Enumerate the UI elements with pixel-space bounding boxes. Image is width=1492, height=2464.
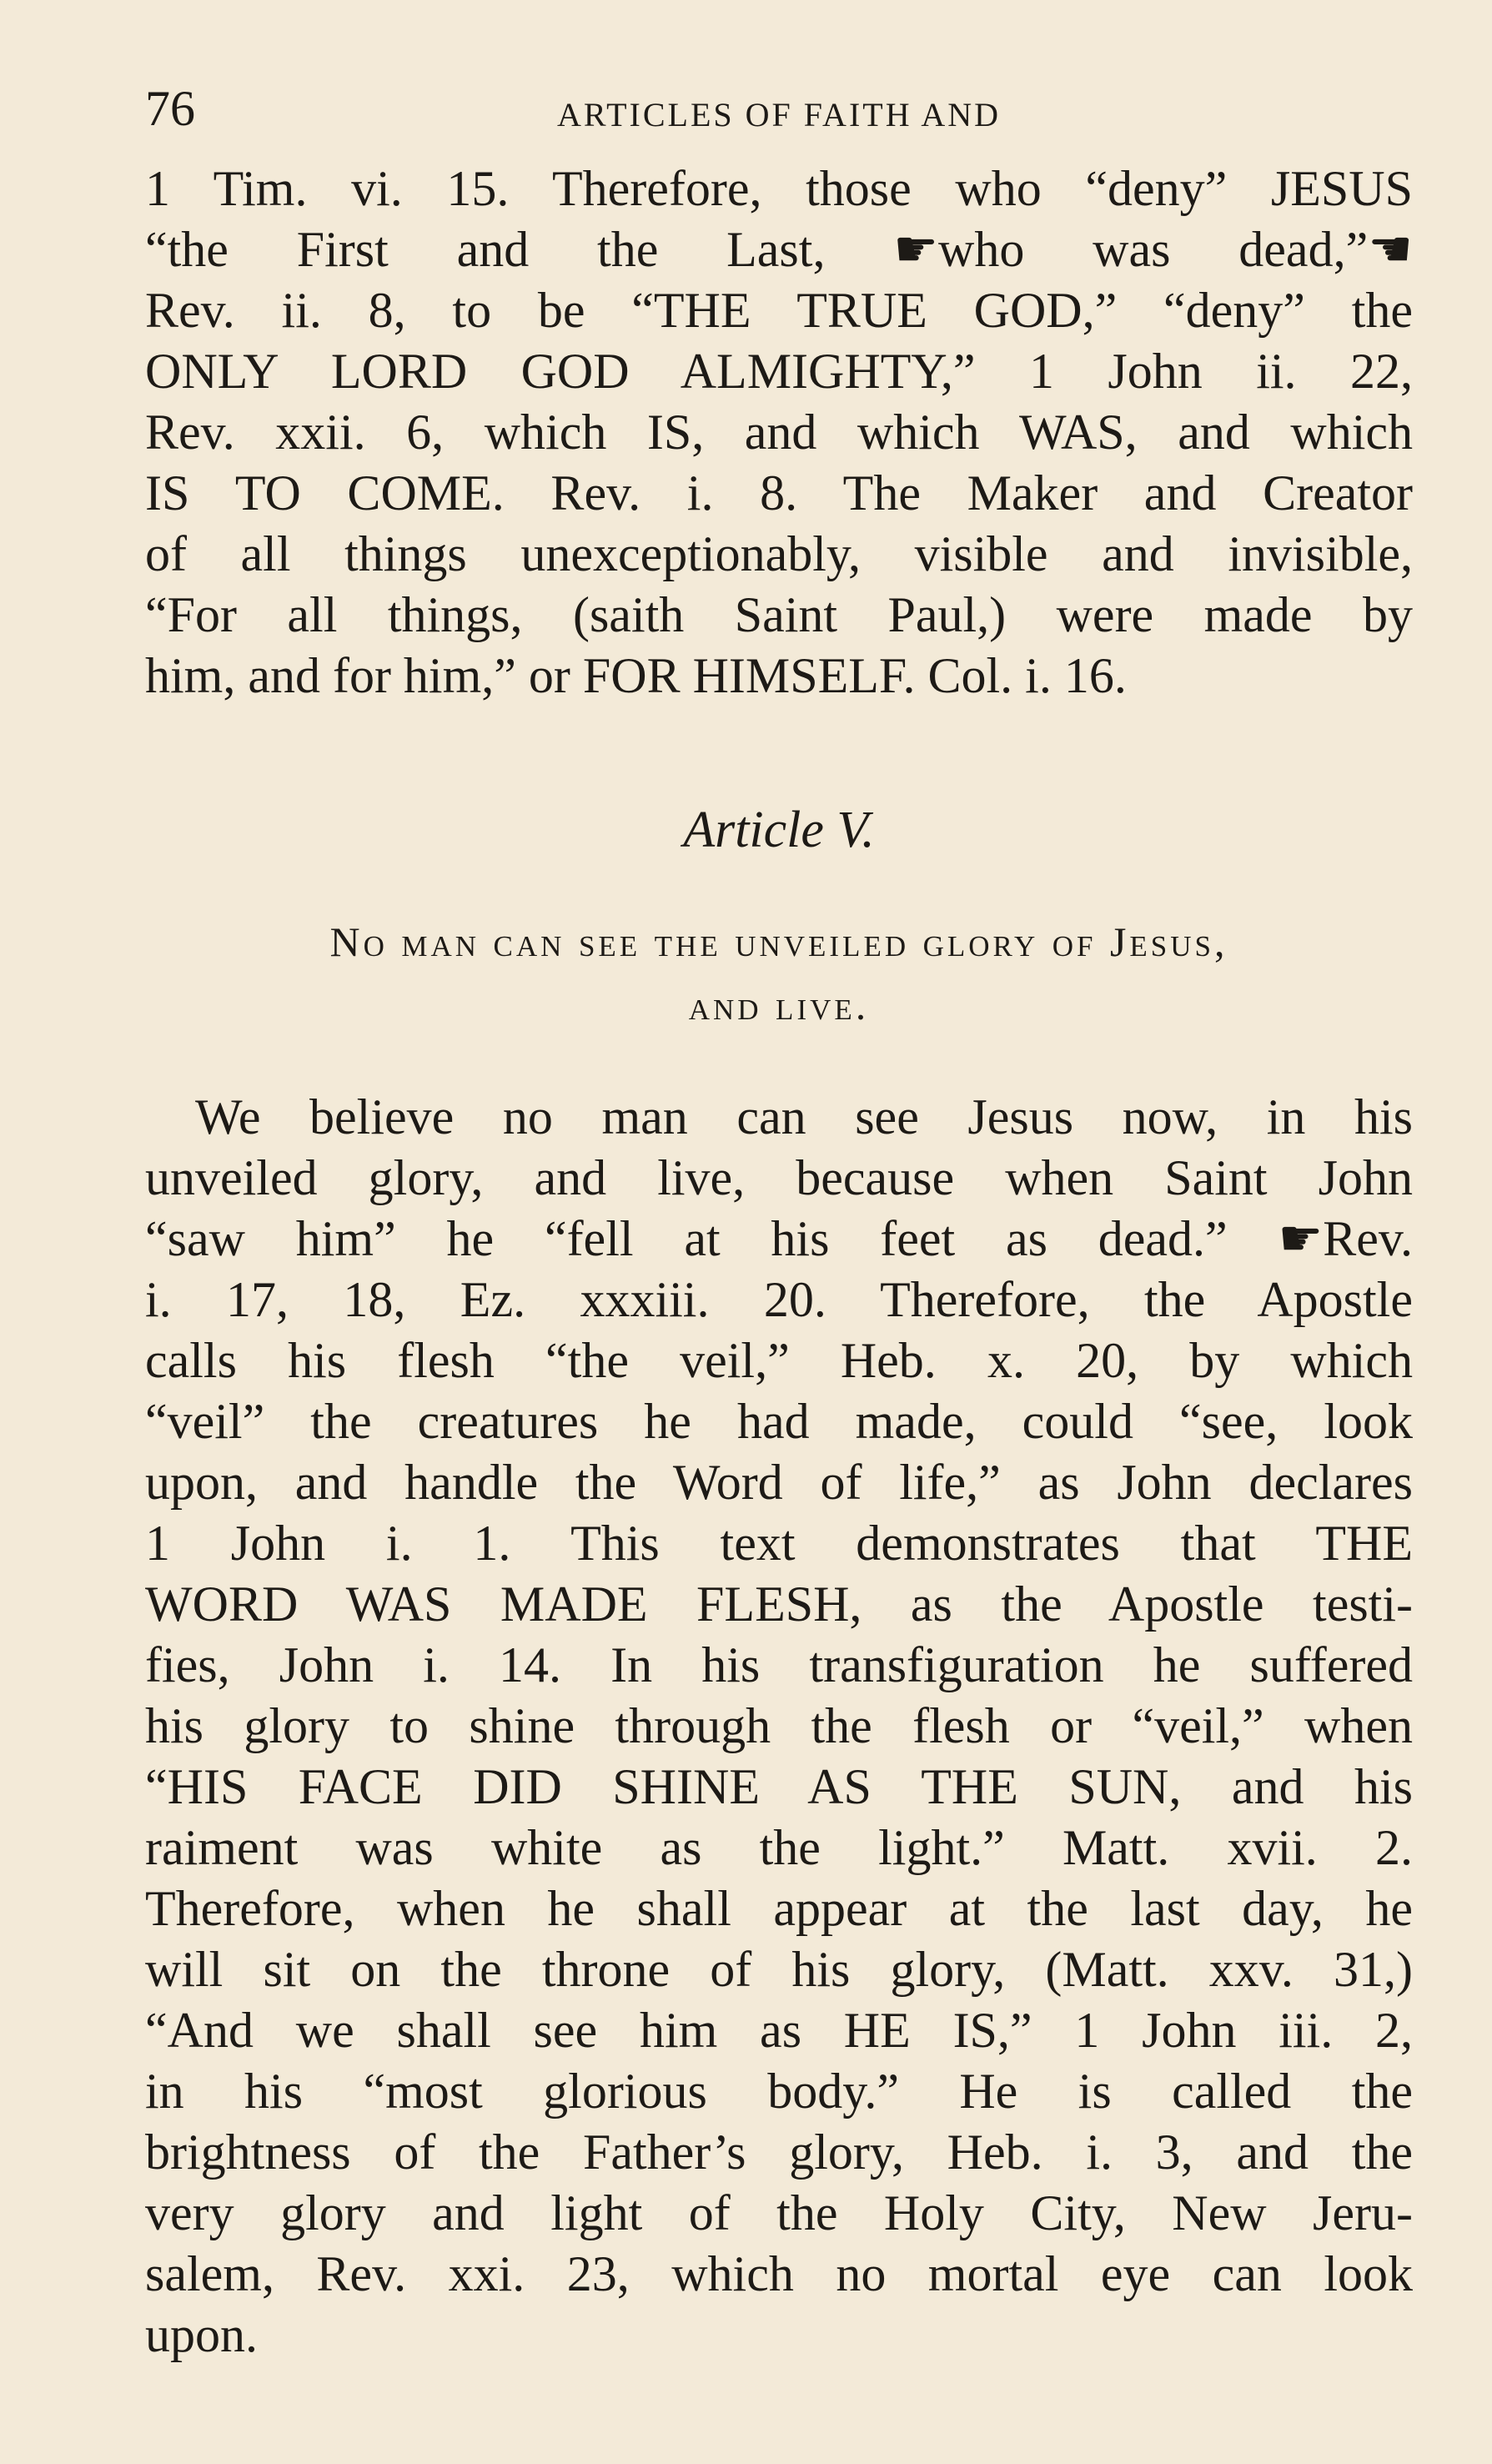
text-line: him, and for him,” or FOR HIMSELF. Col. i. 16. xyxy=(145,648,1127,703)
text-line: ONLY LORD GOD ALMIGHTY,” 1 John ii. 22, xyxy=(145,344,1413,399)
text-line: brightness of the Father’s glory, Heb. i. 3, and the xyxy=(145,2125,1413,2180)
text-line: “And we shall see him as HE IS,” 1 John iii. 2, xyxy=(145,2003,1413,2058)
text-line: fies, John i. 14. In his transfiguration he suffered xyxy=(145,1637,1413,1692)
paragraph-1 xyxy=(145,158,1413,707)
text-line: Rev. ii. 8, to be “THE TRUE GOD,” “deny” the xyxy=(145,283,1413,338)
text-line: i. 17, 18, Ez. xxxiii. 20. Therefore, the Apostle xyxy=(145,1272,1413,1327)
text-line: “saw him” he “fell at his feet as dead.” ☛Rev. xyxy=(145,1211,1413,1266)
paragraph-2 xyxy=(145,1087,1413,2366)
text-line: in his “most glorious body.” He is called the xyxy=(145,2064,1413,2119)
text-line: raiment was white as the light.” Matt. xvii. 2. xyxy=(145,1820,1413,1875)
text-line: IS TO COME. Rev. i. 8. The Maker and Creator xyxy=(145,465,1413,520)
text-line: calls his flesh “the veil,” Heb. x. 20, by which xyxy=(145,1333,1413,1388)
text-line: salem, Rev. xxi. 23, which no mortal eye can look xyxy=(145,2246,1413,2301)
text-line: upon, and handle the Word of life,” as John declares xyxy=(145,1455,1413,1510)
text-line: upon. xyxy=(145,2307,258,2362)
text-line: his glory to shine through the flesh or “veil,” when xyxy=(145,1698,1413,1753)
book-page xyxy=(145,75,1413,2366)
article-title: Article V. xyxy=(683,802,875,858)
text-line: We believe no man can see Jesus now, in his xyxy=(195,1089,1413,1144)
article-heading xyxy=(145,910,1413,1037)
page-header xyxy=(145,75,1413,142)
text-line: “For all things, (saith Saint Paul,) were made by xyxy=(145,587,1413,642)
page-number: 76 xyxy=(145,81,195,136)
text-line: unveiled glory, and live, because when Saint John xyxy=(145,1150,1413,1205)
text-line: WORD WAS MADE FLESH, as the Apostle testi- xyxy=(145,1576,1413,1632)
text-line: of all things unexceptionably, visible and invisible, xyxy=(145,526,1413,581)
text-line: 1 John i. 1. This text demonstrates that THE xyxy=(145,1516,1413,1571)
running-head: ARTICLES OF FAITH AND xyxy=(556,96,1002,133)
text-line: will sit on the throne of his glory, (Matt. xxv. 31,) xyxy=(145,1942,1413,1997)
text-line: Rev. xxii. 6, which IS, and which WAS, and which xyxy=(145,405,1413,460)
article-heading-line: No man can see the unveiled glory of Jesus, xyxy=(329,918,1228,965)
text-line: “the First and the Last, ☛who was dead,”☚ xyxy=(145,222,1413,277)
text-line: very glory and light of the Holy City, New Jeru- xyxy=(145,2185,1413,2240)
text-line: 1 Tim. vi. 15. Therefore, those who “deny” JESUS xyxy=(145,161,1413,216)
text-line: “veil” the creatures he had made, could “see, look xyxy=(145,1394,1413,1449)
text-line: Therefore, when he shall appear at the last day, he xyxy=(145,1881,1413,1936)
article-heading-line: and live. xyxy=(688,982,870,1028)
text-line: “HIS FACE DID SHINE AS THE SUN, and his xyxy=(145,1759,1413,1814)
